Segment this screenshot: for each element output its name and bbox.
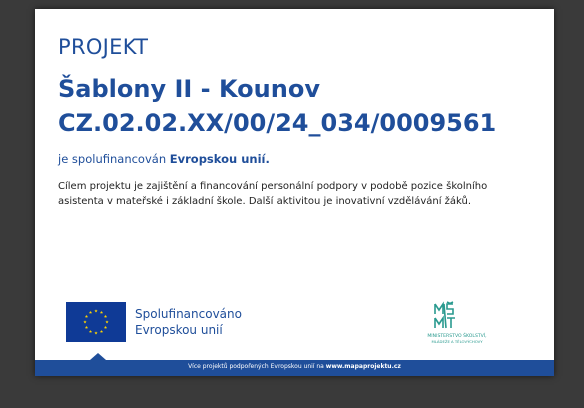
eu-star bbox=[94, 331, 97, 334]
eu-star bbox=[100, 330, 103, 333]
project-description: Cílem projektu je zajištění a financování personální podpory v podobě pozice školního asistenta v mateřské i základní škole. Další aktivitou je inovativní vzdělávání žáků. bbox=[58, 181, 488, 207]
eu-cofinanced-label bbox=[135, 306, 242, 338]
footer-notch bbox=[90, 353, 106, 360]
eu-star bbox=[105, 320, 108, 323]
eu-star bbox=[89, 330, 92, 333]
project-registration-number: CZ.02.02.XX/00/24_034/0009561 bbox=[58, 109, 497, 137]
footer-text bbox=[35, 363, 554, 370]
eu-label-line2: Evropskou unií bbox=[135, 323, 223, 337]
cofinanced-prefix: je spolufinancován bbox=[58, 152, 170, 166]
eu-star bbox=[94, 309, 97, 312]
eu-star bbox=[89, 311, 92, 314]
cofinanced-eu: Evropskou unií. bbox=[169, 152, 270, 166]
footer-link[interactable]: www.mapaprojektu.cz bbox=[325, 363, 401, 370]
eu-star bbox=[104, 315, 107, 318]
project-poster bbox=[35, 9, 554, 376]
msmt-monogram-icon bbox=[417, 300, 497, 348]
eu-stars-icon bbox=[66, 302, 126, 342]
footer-prefix: Více projektů podpořených Evropskou unií na bbox=[188, 363, 326, 370]
eu-flag-icon bbox=[66, 302, 126, 342]
eu-star bbox=[104, 326, 107, 329]
msmt-logo bbox=[417, 300, 497, 348]
eu-star bbox=[85, 315, 88, 318]
cofinanced-statement bbox=[58, 152, 270, 166]
eu-star bbox=[85, 326, 88, 329]
eu-star bbox=[83, 320, 86, 323]
msmt-line1: MINISTERSTVO ŠKOLSTVÍ, bbox=[427, 334, 487, 339]
poster-label: PROJEKT bbox=[58, 35, 149, 59]
msmt-line2: MLÁDEŽE A TĚLOVÝCHOVY bbox=[431, 339, 483, 344]
project-title: Šablony II - Kounov bbox=[58, 75, 320, 103]
eu-star bbox=[100, 311, 103, 314]
eu-label-line1: Spolufinancováno bbox=[135, 307, 242, 321]
footer-bar bbox=[35, 360, 554, 376]
